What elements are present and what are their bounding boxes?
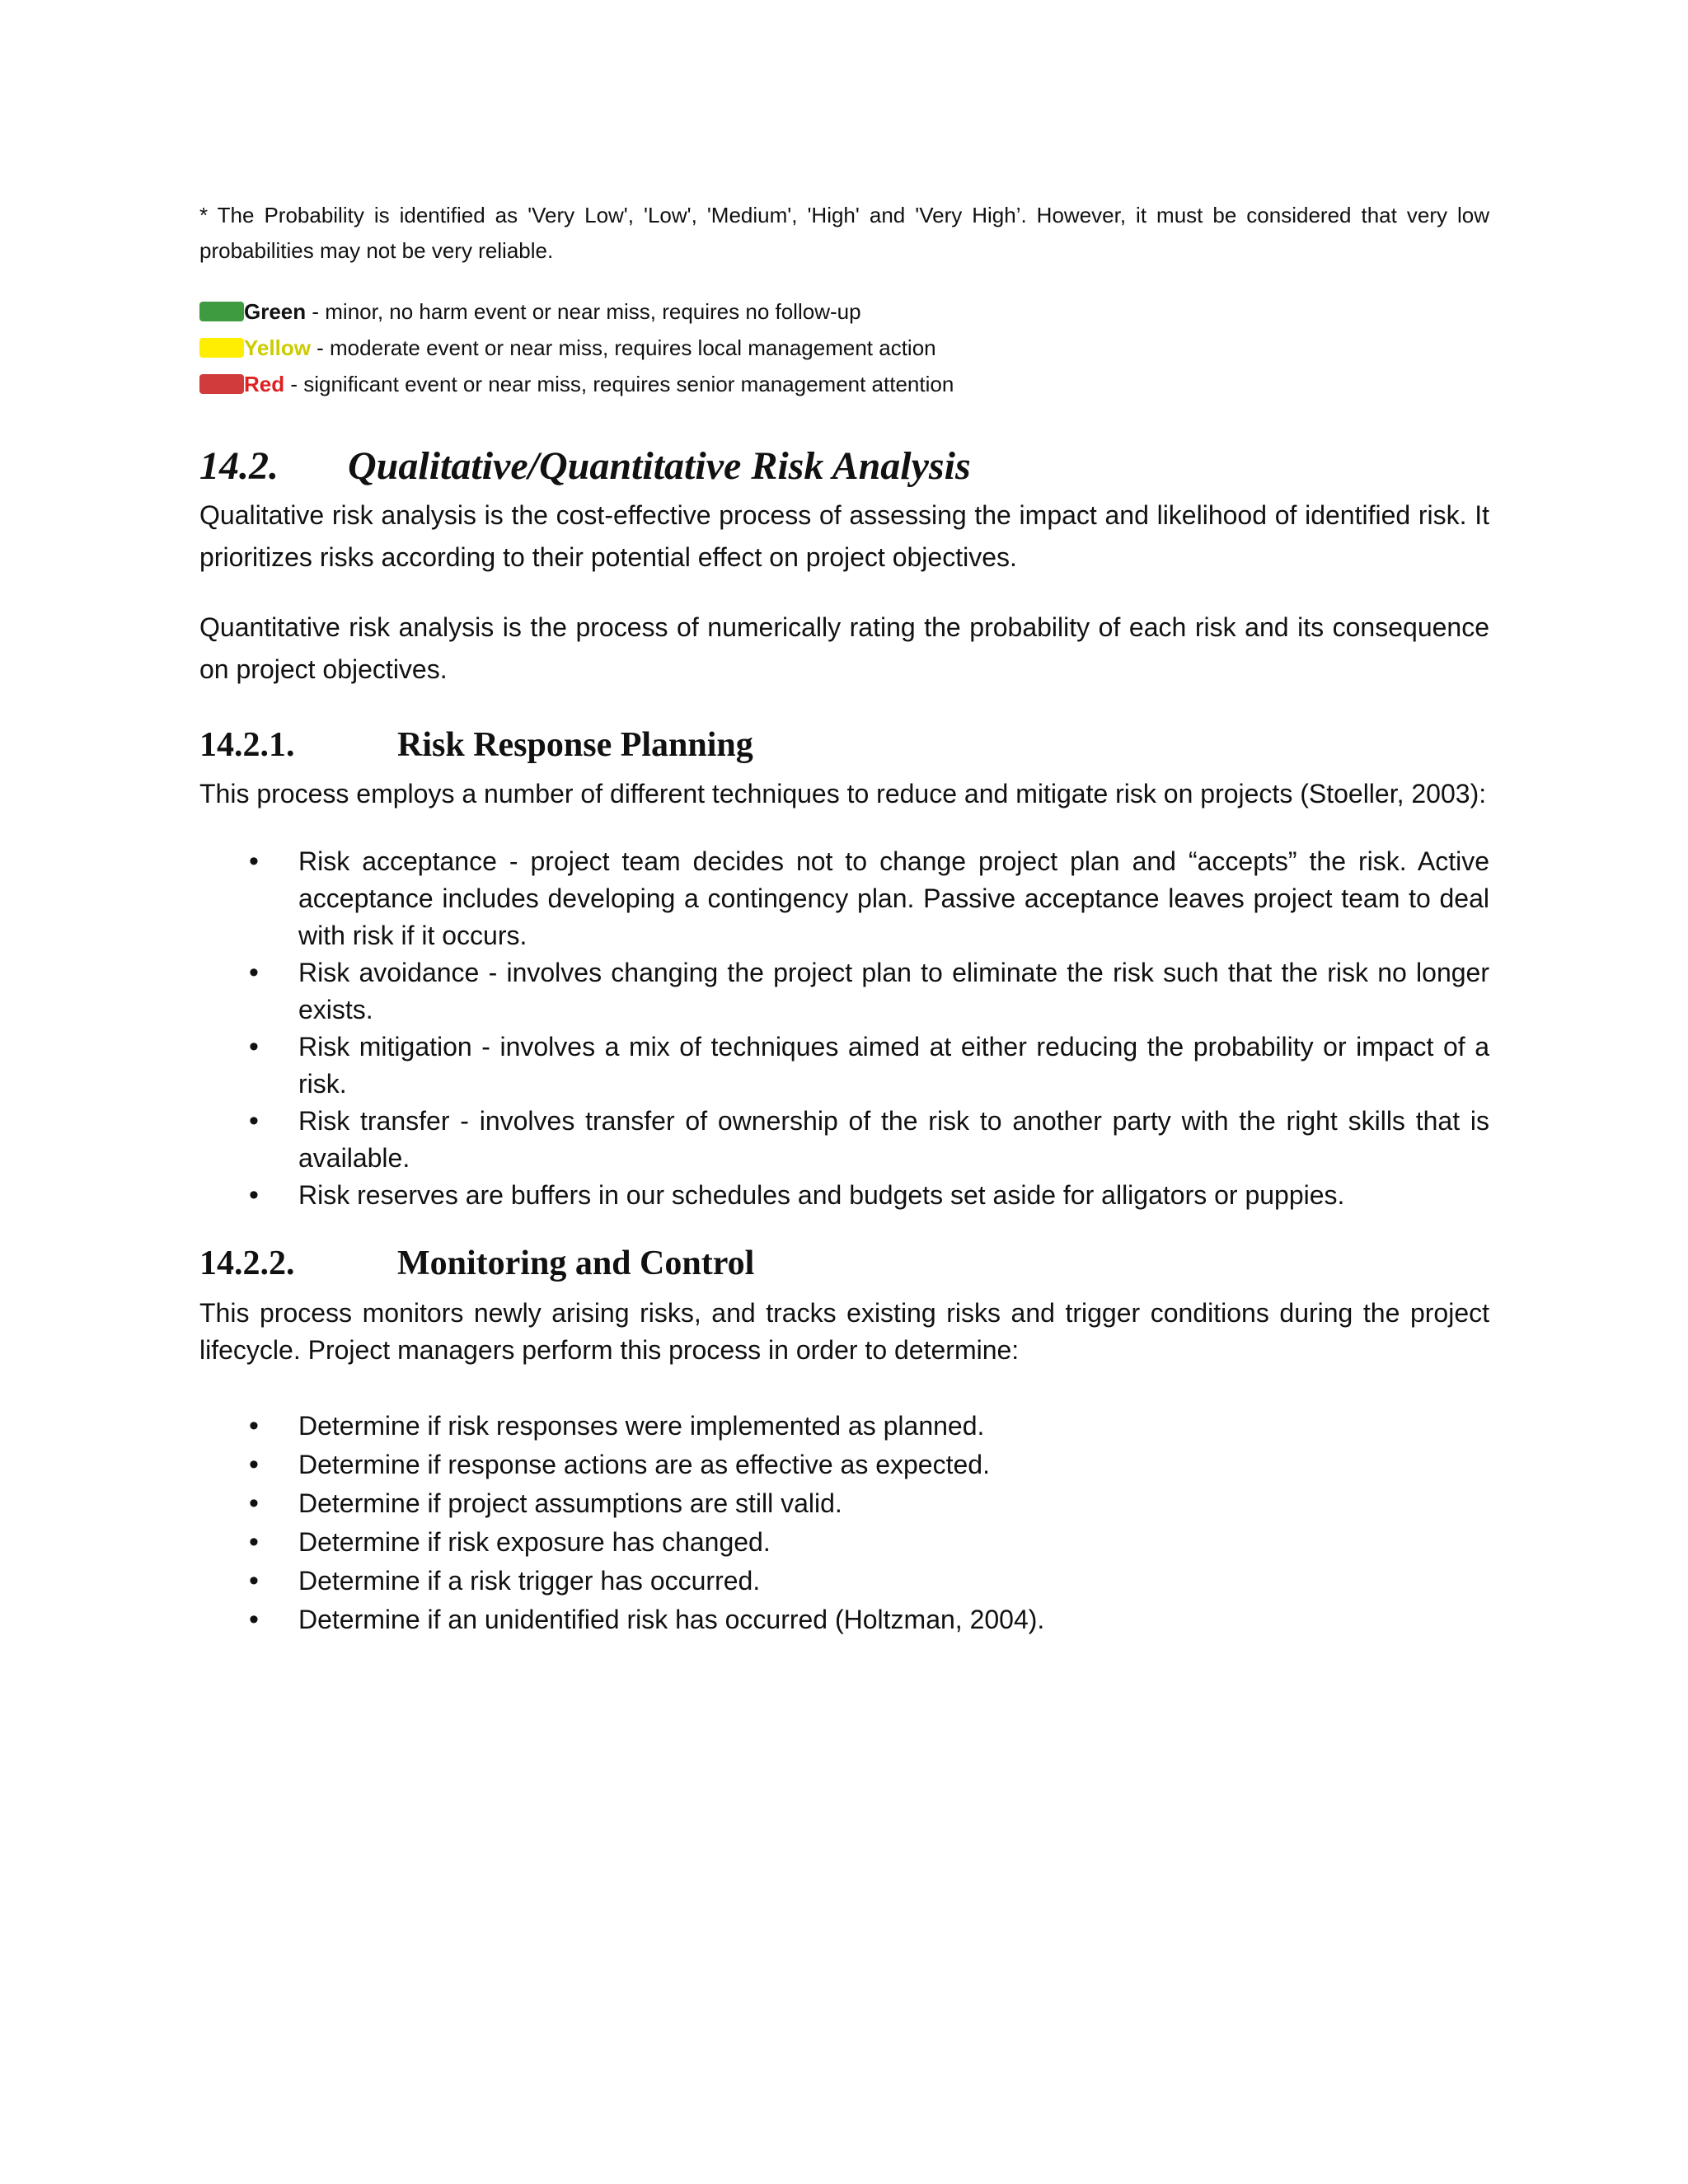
bullet-icon: • xyxy=(249,957,259,988)
legend-item-red xyxy=(199,366,1489,402)
bullet-icon: • xyxy=(249,1565,259,1596)
list-item xyxy=(199,1601,1489,1639)
probability-note: * The Probability is identified as 'Very Low', 'Low', 'Medium', 'High' and 'Very High’. However, it must be considered that very low probabilities may not be very reliable. xyxy=(199,203,1489,263)
list-item xyxy=(199,1103,1489,1177)
paragraph-quantitative: Quantitative risk analysis is the process of numerically rating the probability of each risk and its consequence on project objectives. xyxy=(199,612,1489,684)
list-item xyxy=(199,1562,1489,1601)
section-number: 14.2. xyxy=(199,443,279,488)
list-item-text: Risk reserves are buffers in our schedules and budgets set aside for alligators or puppies. xyxy=(298,1180,1345,1210)
section-title: Risk Response Planning xyxy=(397,726,753,764)
bullet-icon: • xyxy=(249,846,259,877)
list-item-text: Determine if risk exposure has changed. xyxy=(298,1527,771,1557)
list-item xyxy=(199,1029,1489,1103)
response-bullet-list xyxy=(199,843,1489,1214)
bullet-icon: • xyxy=(249,1179,259,1211)
legend-name: Green xyxy=(244,298,307,324)
legend-item-yellow xyxy=(199,330,1489,366)
paragraph-response-intro: This process employs a number of different techniques to reduce and mitigate risk on projects (Stoeller, 2003): xyxy=(199,779,1487,808)
green-swatch-icon xyxy=(199,302,244,321)
paragraph-monitoring-intro: This process monitors newly arising risks, and tracks existing risks and trigger conditions during the project lifecycle. Project managers perform this process in order to determine: xyxy=(199,1298,1489,1365)
legend-desc: - moderate event or near miss, requires local management action xyxy=(310,335,936,360)
list-item-text: Determine if risk responses were implemented as planned. xyxy=(298,1411,985,1441)
list-item-text: Determine if response actions are as effective as expected. xyxy=(298,1450,990,1479)
section-heading-14-2 xyxy=(199,438,1489,493)
paragraph-qualitative: Qualitative risk analysis is the cost-effective process of assessing the impact and likelihood of identified risk. It prioritizes risks according to their potential effect on project objectives. xyxy=(199,500,1489,572)
legend-name: Yellow xyxy=(244,335,311,360)
bullet-icon: • xyxy=(249,1031,259,1062)
legend-desc: - significant event or near miss, requires senior management attention xyxy=(284,371,954,396)
legend-name: Red xyxy=(244,371,285,396)
bullet-icon: • xyxy=(249,1488,259,1519)
list-item-text: Determine if an unidentified risk has occurred (Holtzman, 2004). xyxy=(298,1605,1045,1634)
section-heading-14-2-2 xyxy=(199,1239,1489,1288)
list-item xyxy=(199,1446,1489,1484)
list-item xyxy=(199,1484,1489,1523)
list-item-text: Risk avoidance - involves changing the project plan to eliminate the risk such that the risk no longer exists. xyxy=(298,958,1489,1024)
bullet-icon: • xyxy=(249,1604,259,1635)
list-item-text: Determine if a risk trigger has occurred. xyxy=(298,1566,761,1596)
severity-legend xyxy=(199,293,1489,402)
bullet-icon: • xyxy=(249,1105,259,1137)
list-item-text: Determine if project assumptions are still valid. xyxy=(298,1488,842,1518)
list-item-text: Risk mitigation - involves a mix of techniques aimed at either reducing the probability or impact of a risk. xyxy=(298,1032,1489,1099)
list-item xyxy=(199,1177,1489,1214)
list-item-text: Risk acceptance - project team decides not to change project plan and “accepts” the risk. Active acceptance includes developing a contingency plan. Passive acceptance leaves project team to deal with risk if it occurs. xyxy=(298,846,1489,950)
bullet-icon: • xyxy=(249,1526,259,1558)
list-item xyxy=(199,1407,1489,1446)
section-heading-14-2-1 xyxy=(199,720,1489,770)
list-item xyxy=(199,1523,1489,1562)
monitoring-bullet-list xyxy=(199,1407,1489,1639)
legend-desc: - minor, no harm event or near miss, requires no follow-up xyxy=(306,298,861,324)
page-content xyxy=(199,198,1489,1639)
bullet-icon: • xyxy=(249,1449,259,1480)
section-number: 14.2.2. xyxy=(199,1244,295,1282)
list-item-text: Risk transfer - involves transfer of ownership of the risk to another party with the right skills that is available. xyxy=(298,1106,1489,1173)
list-item xyxy=(199,954,1489,1029)
bullet-icon: • xyxy=(249,1410,259,1441)
section-title: Qualitative/Quantitative Risk Analysis xyxy=(348,443,971,488)
list-item xyxy=(199,843,1489,954)
section-title: Monitoring and Control xyxy=(397,1244,755,1282)
yellow-swatch-icon xyxy=(199,338,244,358)
legend-item-green xyxy=(199,293,1489,330)
red-swatch-icon xyxy=(199,374,244,394)
section-number: 14.2.1. xyxy=(199,726,295,764)
